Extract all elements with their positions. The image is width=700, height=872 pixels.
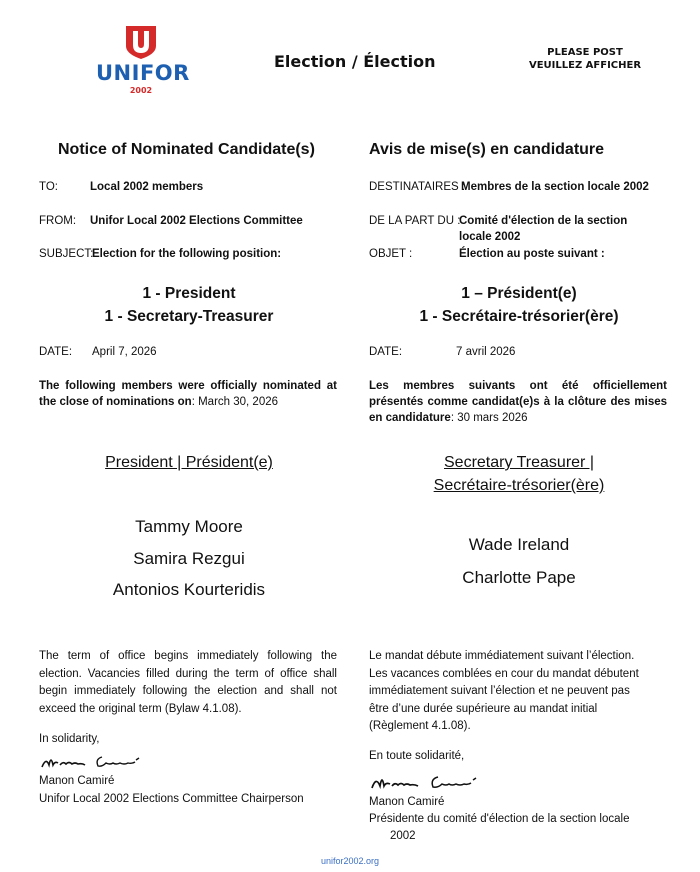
fr-nominated-text (369, 378, 667, 426)
en-category: President | Président(e) (105, 454, 273, 471)
fr-from-value-2: locale 2002 (459, 231, 521, 243)
en-closing: In solidarity, (39, 733, 100, 745)
fr-closing: En toute solidarité, (369, 750, 465, 762)
en-heading: Notice of Nominated Candidate(s) (58, 141, 315, 158)
fr-from-label: DE LA PART DU : (369, 215, 461, 227)
fr-term-line: Le mandat débute immédiatement suivant l’élection. (369, 650, 635, 662)
logo-wordmark: UNIFOR (96, 61, 190, 85)
footer-url-link[interactable]: unifor2002.org (320, 856, 380, 866)
en-position: 1 - President (142, 285, 236, 302)
candidate-name: Wade Ireland (468, 535, 570, 554)
candidate-name: Tammy Moore (135, 517, 243, 536)
en-signer-title: Unifor Local 2002 Elections Committee Chairperson (39, 793, 304, 805)
en-date-value: April 7, 2026 (92, 346, 157, 358)
en-subject-value: Election for the following position: (92, 248, 282, 260)
en-date-label: DATE: (39, 346, 73, 358)
fr-term-text (369, 648, 679, 736)
fr-subject-label: OBJET : (369, 248, 413, 260)
en-subject-label: SUBJECT: (39, 248, 94, 260)
signature-image (370, 770, 490, 792)
fr-nominated-date: : 30 mars 2026 (450, 412, 528, 424)
fr-subject-value: Élection au poste suivant : (459, 248, 605, 260)
en-from-value: Unifor Local 2002 Elections Committee (90, 215, 303, 227)
en-positions (39, 282, 339, 328)
fr-term-line: être d’une durée supérieure au mandat initial (369, 702, 598, 715)
post-en: PLEASE POST (547, 47, 623, 58)
en-to-label: TO: (39, 181, 58, 193)
fr-position: 1 – Président(e) (461, 285, 577, 302)
fr-nominated-bold: Les membres suivants ont été officiellement présentés comme candidat(e)s à la clôture des mises en candidature (369, 380, 667, 424)
candidate-name: Charlotte Pape (462, 568, 576, 587)
fr-heading: Avis de mise(s) en candidature (369, 141, 605, 158)
fr-to-label: DESTINATAIRES : (369, 181, 466, 193)
en-nominated-bold: The following members were officially nominated at the close of nominations on (39, 380, 337, 408)
en-nominated-date: : March 30, 2026 (191, 396, 279, 408)
please-post-notice (520, 46, 650, 72)
unifor-logo (96, 24, 190, 95)
candidate-name: Samira Rezgui (133, 549, 245, 568)
fr-category (369, 451, 669, 497)
page-title: Election / Élection (274, 52, 436, 71)
shield-icon (124, 24, 158, 60)
candidate-name: Antonios Kourteridis (112, 580, 266, 599)
post-fr: VEUILLEZ AFFICHER (528, 60, 642, 71)
en-term-text: The term of office begins immediately following the election. Vacancies filled during the term of office shall begin immediately following the election and shall not exceed the original term (Bylaw 4.1.08). (39, 650, 337, 715)
en-position: 1 - Secretary-Treasurer (104, 308, 274, 325)
en-from-label: FROM: (39, 215, 77, 227)
fr-position: 1 - Secrétaire-trésorier(ère) (419, 308, 619, 325)
fr-to-value: Membres de la section locale 2002 (461, 181, 649, 193)
fr-date-label: DATE: (369, 346, 403, 358)
fr-signer-title-1: Présidente du comité d'élection de la section locale (369, 813, 630, 825)
fr-term-line: (Règlement 4.1.08). (369, 720, 471, 732)
fr-positions (369, 282, 669, 328)
fr-category-line-2: Secrétaire-trésorier(ère) (433, 477, 605, 494)
logo-year: 2002 (129, 86, 153, 95)
fr-term-line: Les vacances comblées en cour du mandat débutent (369, 667, 639, 680)
signature-image (40, 751, 150, 771)
en-nominated-text (39, 378, 337, 410)
fr-signer-title-2: 2002 (390, 830, 416, 842)
fr-signer: Manon Camiré (369, 796, 445, 808)
fr-term-line: immédiatement suivant l’élection et ne peuvent pas (369, 685, 630, 697)
en-to-value: Local 2002 members (90, 181, 204, 193)
fr-category-line-1: Secretary Treasurer | (444, 454, 594, 471)
en-signer: Manon Camiré (39, 775, 115, 787)
fr-date-value: 7 avril 2026 (456, 346, 516, 358)
fr-from-value-1: Comité d'élection de la section (459, 215, 628, 227)
